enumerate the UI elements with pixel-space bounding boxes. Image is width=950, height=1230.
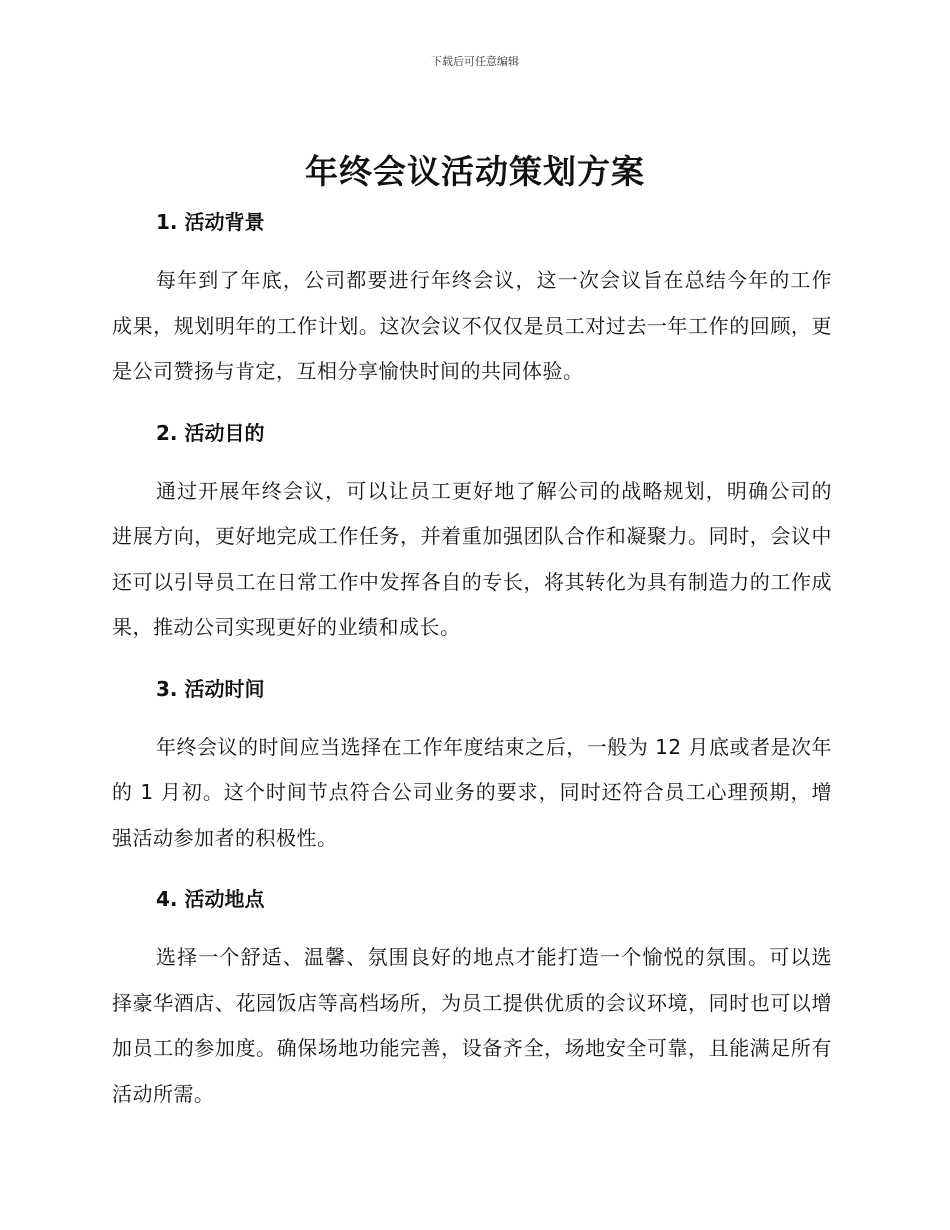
section-paragraph: 选择一个舒适、温馨、氛围良好的地点才能打造一个愉悦的氛围。可以选择豪华酒店、花园饭店等高档场所，为员工提供优质的会议环境，同时也可以增加员工的参加度。确保场地功能完善，设备齐全，场地安全可靠，且能满足所有活动所需。	[112, 945, 832, 1106]
document-body	[112, 204, 832, 1137]
section-paragraph: 每年到了年底，公司都要进行年终会议，这一次会议旨在总结今年的工作成果，规划明年的工作计划。这次会议不仅仅是员工对过去一年工作的回顾，更是公司赞扬与肯定，互相分享愉快时间的共同体验。	[112, 268, 832, 383]
document-title: 年终会议活动策划方案	[305, 152, 645, 191]
section-heading: 4. 活动地点	[156, 887, 265, 911]
section-heading: 1. 活动背景	[156, 210, 265, 234]
section-heading: 3. 活动时间	[156, 676, 265, 701]
section-paragraph: 年终会议的时间应当选择在工作年度结束之后，一般为 12 月底或者是次年的 1 月初。这个时间节点符合公司业务的要求，同时还符合员工心理预期，增强活动参加者的积极性。	[112, 734, 832, 850]
section-heading: 2. 活动目的	[156, 420, 265, 445]
section-background	[112, 204, 832, 395]
section-time	[112, 671, 832, 862]
page-header-note: 下载后可任意编辑	[431, 55, 519, 68]
section-purpose	[112, 415, 832, 651]
section-paragraph: 通过开展年终会议，可以让员工更好地了解公司的战略规划，明确公司的进展方向，更好地完成工作任务，并着重加强团队合作和凝聚力。同时，会议中还可以引导员工在日常工作中发挥各自的专长，将其转化为具有制造力的工作成果，推动公司实现更好的业绩和成长。	[112, 478, 832, 639]
section-location	[112, 881, 832, 1117]
